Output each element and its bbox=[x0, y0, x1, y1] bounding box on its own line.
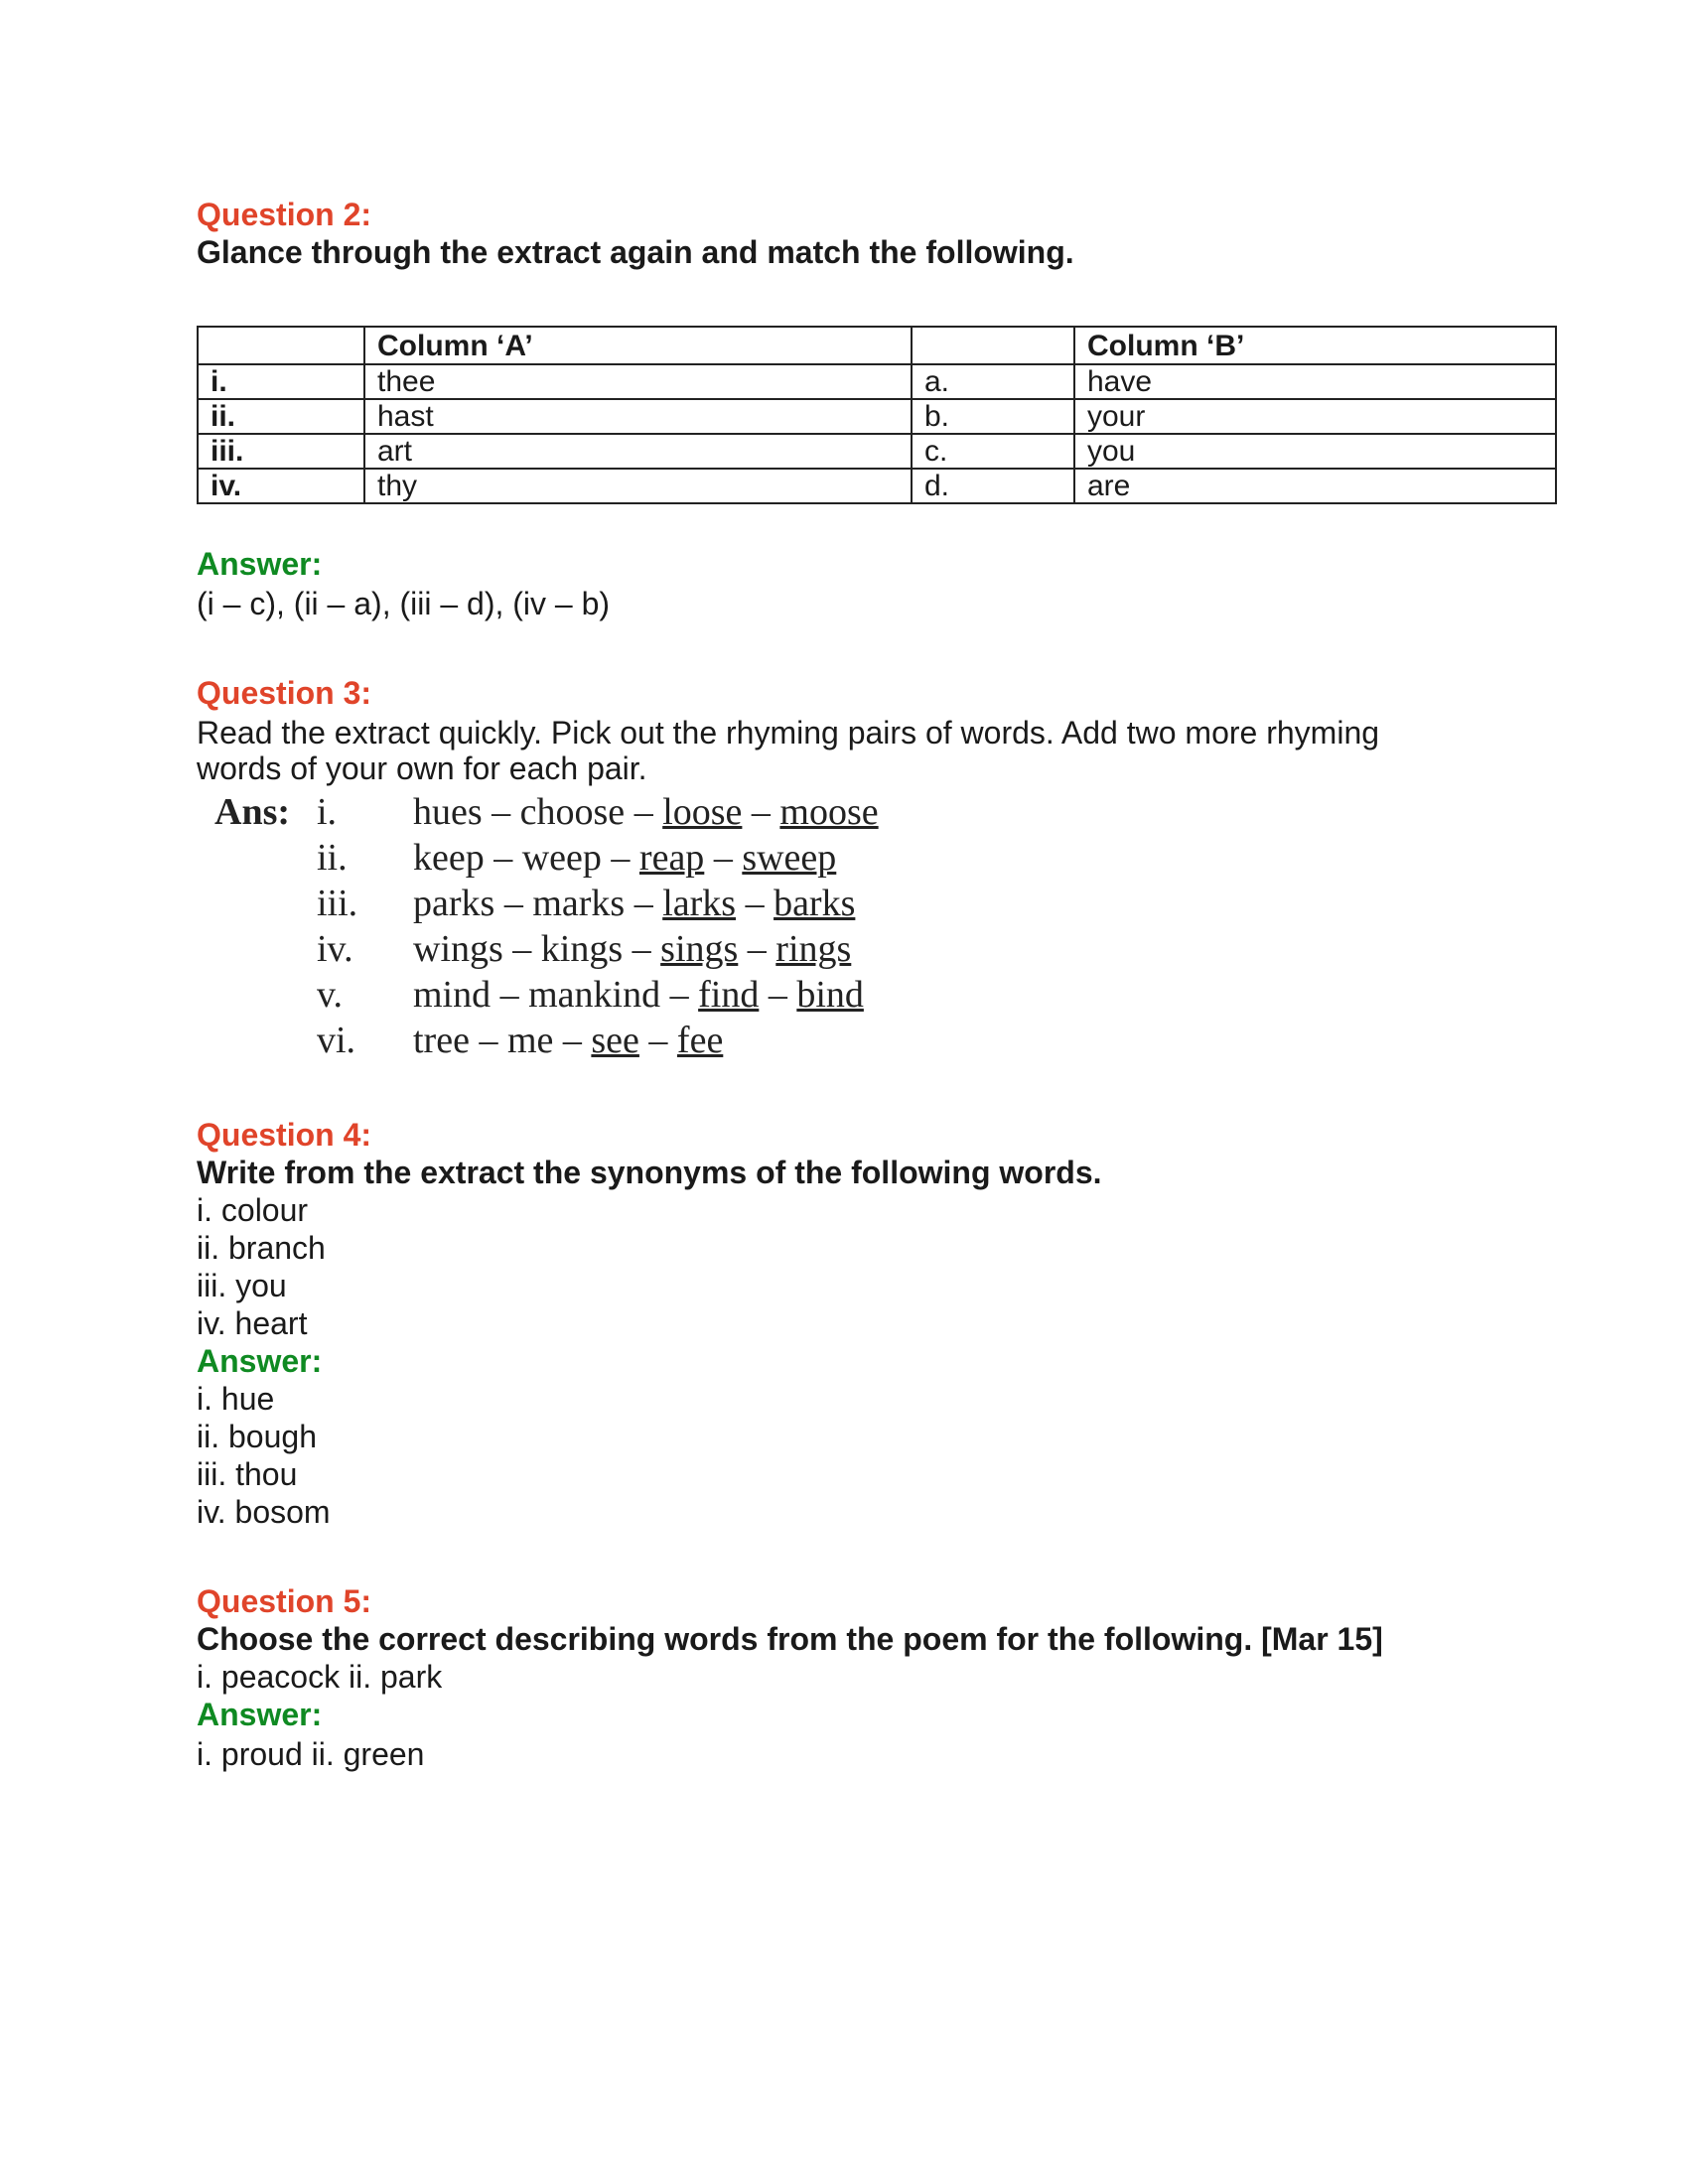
question-3-title: Question 3: bbox=[197, 675, 372, 711]
rhyme-word: me bbox=[506, 1020, 554, 1061]
question-4-answer: iii. thou bbox=[197, 1456, 298, 1492]
rhyme-word-added: barks bbox=[774, 883, 856, 924]
question-5-answer-title: Answer: bbox=[197, 1697, 323, 1732]
question-2-title: Question 2: bbox=[197, 197, 372, 232]
header-cell-num bbox=[198, 327, 364, 364]
question-5-answer: i. proud ii. green bbox=[197, 1736, 425, 1772]
rhyme-word-added: find bbox=[698, 974, 760, 1016]
question-2-answer: (i – c), (ii – a), (iii – d), (iv – b) bbox=[197, 586, 611, 621]
question-4-item: ii. branch bbox=[197, 1230, 326, 1266]
table-header-row bbox=[198, 327, 1556, 364]
question-2-answer-title: Answer: bbox=[197, 546, 323, 582]
rhyme-word-added: rings bbox=[775, 928, 852, 970]
rhyme-word: keep bbox=[413, 837, 485, 879]
rhyme-num: ii. bbox=[317, 837, 348, 879]
row-column-b: your bbox=[1074, 399, 1556, 434]
question-2-instruction: Glance through the extract again and match the following. bbox=[197, 234, 1074, 270]
rhyme-word: tree bbox=[413, 1020, 470, 1061]
row-letter: c. bbox=[912, 434, 1074, 469]
rhyme-word: choose bbox=[519, 791, 626, 833]
question-4-instruction: Write from the extract the synonyms of the following words. bbox=[197, 1155, 1102, 1190]
question-4-answer-title: Answer: bbox=[197, 1343, 323, 1379]
row-column-a: art bbox=[364, 434, 912, 469]
rhyme-word: mankind bbox=[528, 974, 661, 1016]
rhyme-word-added: larks bbox=[662, 883, 737, 924]
match-table bbox=[197, 326, 1557, 504]
row-num: iv. bbox=[198, 469, 364, 503]
question-5-title: Question 5: bbox=[197, 1583, 372, 1619]
question-3-text-line-2: words of your own for each pair. bbox=[197, 751, 647, 786]
row-column-b: are bbox=[1074, 469, 1556, 503]
rhyme-num: iv. bbox=[317, 928, 353, 970]
rhyme-word: parks bbox=[413, 883, 495, 924]
row-letter: b. bbox=[912, 399, 1074, 434]
rhyme-word: hues bbox=[413, 791, 483, 833]
row-letter: a. bbox=[912, 364, 1074, 399]
question-4-title: Question 4: bbox=[197, 1117, 372, 1153]
rhyme-num: iii. bbox=[317, 883, 358, 924]
table-row bbox=[198, 399, 1556, 434]
row-num: i. bbox=[198, 364, 364, 399]
rhyme-word: marks bbox=[532, 883, 626, 924]
rhyme-words: parks – marks – larks – barks bbox=[413, 883, 856, 924]
rhyme-words: keep – weep – reap – sweep bbox=[413, 837, 837, 879]
rhyme-word: kings bbox=[540, 928, 624, 970]
rhyme-words: wings – kings – sings – rings bbox=[413, 928, 852, 970]
row-num: iii. bbox=[198, 434, 364, 469]
question-5-items: i. peacock ii. park bbox=[197, 1659, 443, 1695]
ans-label: Ans: bbox=[214, 791, 291, 833]
header-column-a: Column ‘A’ bbox=[364, 327, 912, 364]
row-column-a: hast bbox=[364, 399, 912, 434]
row-column-b: have bbox=[1074, 364, 1556, 399]
question-4-item: i. colour bbox=[197, 1192, 309, 1228]
question-3-text-line-1: Read the extract quickly. Pick out the rhyming pairs of words. Add two more rhyming bbox=[197, 715, 1380, 751]
row-letter: d. bbox=[912, 469, 1074, 503]
question-4-answer: i. hue bbox=[197, 1381, 275, 1417]
table-row bbox=[198, 469, 1556, 503]
row-column-b: you bbox=[1074, 434, 1556, 469]
rhyme-word-added: sweep bbox=[742, 837, 837, 879]
question-4-answer: iv. bosom bbox=[197, 1494, 331, 1530]
rhyme-words: tree – me – see – fee bbox=[413, 1020, 724, 1061]
question-4-item: iii. you bbox=[197, 1268, 287, 1303]
table-row bbox=[198, 364, 1556, 399]
rhyme-word: mind bbox=[413, 974, 492, 1016]
rhyme-word: wings bbox=[413, 928, 503, 970]
rhyme-num: vi. bbox=[317, 1020, 356, 1061]
rhyme-num: i. bbox=[317, 791, 338, 833]
rhyme-word-added: see bbox=[591, 1020, 639, 1061]
header-cell-letter bbox=[912, 327, 1074, 364]
row-column-a: thy bbox=[364, 469, 912, 503]
rhyme-words: hues – choose – loose – moose bbox=[413, 791, 879, 833]
row-column-a: thee bbox=[364, 364, 912, 399]
question-5-instruction: Choose the correct describing words from the poem for the following. [Mar 15] bbox=[197, 1621, 1383, 1657]
rhyme-word-added: bind bbox=[796, 974, 864, 1016]
question-4-answer: ii. bough bbox=[197, 1419, 317, 1454]
row-num: ii. bbox=[198, 399, 364, 434]
header-column-b: Column ‘B’ bbox=[1074, 327, 1556, 364]
rhyme-word: weep bbox=[521, 837, 602, 879]
rhyme-word-added: moose bbox=[779, 791, 879, 833]
rhyme-word-added: sings bbox=[660, 928, 739, 970]
rhyme-word-added: loose bbox=[662, 791, 743, 833]
rhyme-words: mind – mankind – find – bind bbox=[413, 974, 864, 1016]
question-4-item: iv. heart bbox=[197, 1305, 308, 1341]
rhyme-word-added: fee bbox=[676, 1020, 724, 1061]
rhyme-num: v. bbox=[317, 974, 344, 1016]
table-row bbox=[198, 434, 1556, 469]
rhyme-word-added: reap bbox=[638, 837, 705, 879]
